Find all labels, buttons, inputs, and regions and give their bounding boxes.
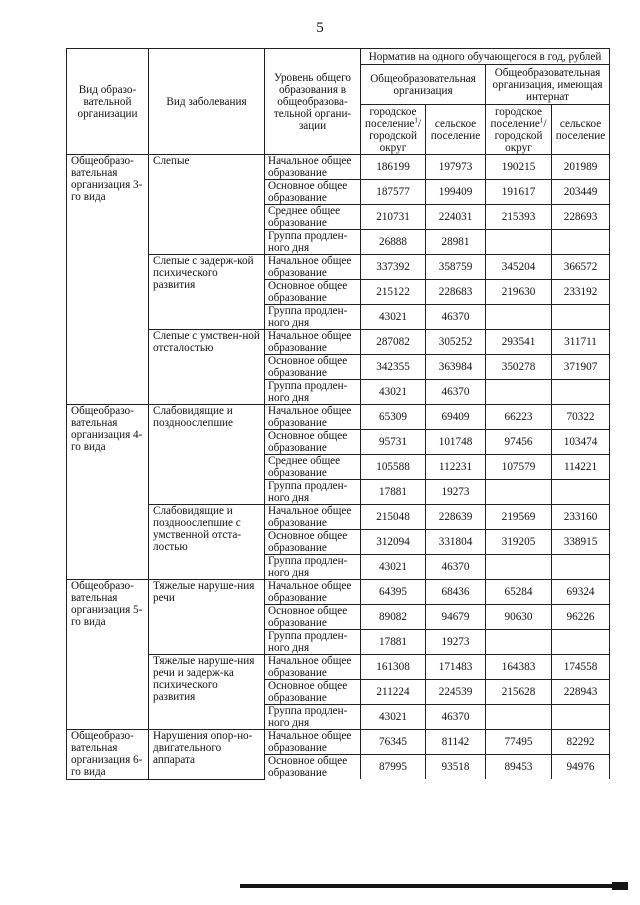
value-cell: 105588 xyxy=(361,455,426,480)
level-cell: Начальное общее образование xyxy=(265,155,361,180)
table-row xyxy=(67,655,610,680)
urban-label: городское поселение xyxy=(490,105,542,130)
header-boarding-org: Общеобразовательная организация, имеющая интернат xyxy=(486,65,610,105)
value-cell xyxy=(552,705,610,730)
value-cell: 81142 xyxy=(426,730,486,755)
value-cell: 93518 xyxy=(426,755,486,780)
header-disease: Вид заболевания xyxy=(149,49,265,155)
footnote-mark: 1 xyxy=(414,115,418,124)
value-cell xyxy=(486,630,552,655)
header-urban-boarding xyxy=(486,105,552,155)
value-cell: 312094 xyxy=(361,530,426,555)
value-cell: 17881 xyxy=(361,480,426,505)
org-type-cell: Общеобразо-вательная организация 3-го вида xyxy=(67,155,149,405)
value-cell: 46370 xyxy=(426,380,486,405)
value-cell xyxy=(486,555,552,580)
table-row xyxy=(67,730,610,755)
level-cell: Начальное общее образование xyxy=(265,730,361,755)
scan-edge-mark xyxy=(612,882,628,890)
value-cell: 203449 xyxy=(552,180,610,205)
value-cell xyxy=(486,380,552,405)
level-cell: Начальное общее образование xyxy=(265,330,361,355)
value-cell: 46370 xyxy=(426,705,486,730)
value-cell: 210731 xyxy=(361,205,426,230)
header-general-org: Общеобразовательная организация xyxy=(361,65,486,105)
value-cell: 199409 xyxy=(426,180,486,205)
value-cell: 65284 xyxy=(486,580,552,605)
disease-cell: Слепые с умствен-ной отсталостью xyxy=(149,330,265,405)
level-cell: Группа продлен-ного дня xyxy=(265,555,361,580)
scan-edge-mark xyxy=(240,884,625,888)
value-cell: 319205 xyxy=(486,530,552,555)
value-cell: 233160 xyxy=(552,505,610,530)
level-cell: Среднее общее образование xyxy=(265,455,361,480)
value-cell: 65309 xyxy=(361,405,426,430)
disease-cell: Слепые xyxy=(149,155,265,255)
value-cell: 89082 xyxy=(361,605,426,630)
level-cell: Группа продлен-ного дня xyxy=(265,305,361,330)
table-row xyxy=(67,155,610,180)
value-cell: 112231 xyxy=(426,455,486,480)
level-cell: Начальное общее образование xyxy=(265,580,361,605)
header-urban-general xyxy=(361,105,426,155)
level-cell: Группа продлен-ного дня xyxy=(265,705,361,730)
level-cell: Начальное общее образование xyxy=(265,255,361,280)
level-cell: Группа продлен-ного дня xyxy=(265,230,361,255)
value-cell: 103474 xyxy=(552,430,610,455)
urban-okrug-label: / городской округ xyxy=(494,117,547,154)
disease-cell: Тяжелые наруше-ния речи и задерж-ка психического развития xyxy=(149,655,265,730)
value-cell: 64395 xyxy=(361,580,426,605)
value-cell: 358759 xyxy=(426,255,486,280)
value-cell: 228693 xyxy=(552,205,610,230)
level-cell: Группа продлен-ного дня xyxy=(265,480,361,505)
value-cell: 187577 xyxy=(361,180,426,205)
value-cell: 201989 xyxy=(552,155,610,180)
value-cell: 17881 xyxy=(361,630,426,655)
value-cell: 311711 xyxy=(552,330,610,355)
value-cell: 43021 xyxy=(361,555,426,580)
value-cell: 345204 xyxy=(486,255,552,280)
value-cell xyxy=(552,230,610,255)
value-cell: 43021 xyxy=(361,380,426,405)
value-cell xyxy=(552,555,610,580)
level-cell: Начальное общее образование xyxy=(265,655,361,680)
value-cell: 46370 xyxy=(426,555,486,580)
value-cell: 107579 xyxy=(486,455,552,480)
value-cell: 287082 xyxy=(361,330,426,355)
value-cell: 19273 xyxy=(426,630,486,655)
header-rural-boarding: сельское поселение xyxy=(552,105,610,155)
value-cell: 96226 xyxy=(552,605,610,630)
value-cell xyxy=(552,480,610,505)
table-body xyxy=(67,155,610,780)
value-cell: 19273 xyxy=(426,480,486,505)
value-cell: 215048 xyxy=(361,505,426,530)
page-number: 5 xyxy=(316,20,324,36)
level-cell: Среднее общее образование xyxy=(265,205,361,230)
value-cell: 114221 xyxy=(552,455,610,480)
value-cell: 95731 xyxy=(361,430,426,455)
value-cell xyxy=(552,630,610,655)
value-cell: 338915 xyxy=(552,530,610,555)
value-cell: 293541 xyxy=(486,330,552,355)
level-cell: Группа продлен-ного дня xyxy=(265,630,361,655)
org-type-cell: Общеобразо-вательная организация 6-го вида xyxy=(67,730,149,780)
value-cell: 28981 xyxy=(426,230,486,255)
value-cell: 233192 xyxy=(552,280,610,305)
table-row xyxy=(67,330,610,355)
value-cell: 224031 xyxy=(426,205,486,230)
value-cell: 190215 xyxy=(486,155,552,180)
value-cell: 371907 xyxy=(552,355,610,380)
value-cell: 197973 xyxy=(426,155,486,180)
value-cell: 215628 xyxy=(486,680,552,705)
value-cell: 26888 xyxy=(361,230,426,255)
org-type-cell: Общеобразо-вательная организация 4-го вида xyxy=(67,405,149,580)
value-cell: 94976 xyxy=(552,755,610,780)
value-cell: 305252 xyxy=(426,330,486,355)
disease-cell: Тяжелые наруше-ния речи xyxy=(149,580,265,655)
value-cell: 186199 xyxy=(361,155,426,180)
value-cell: 350278 xyxy=(486,355,552,380)
value-cell: 66223 xyxy=(486,405,552,430)
value-cell: 363984 xyxy=(426,355,486,380)
value-cell: 87995 xyxy=(361,755,426,780)
header-norm: Норматив на одного обучающегося в год, рублей xyxy=(361,49,610,65)
table-header xyxy=(67,49,610,155)
header-org-type: Вид образо-вательной организации xyxy=(67,49,149,155)
disease-cell: Нарушения опор-но-двигательного аппарата xyxy=(149,730,265,780)
value-cell: 77495 xyxy=(486,730,552,755)
level-cell: Основное общее образование xyxy=(265,280,361,305)
level-cell: Основное общее образование xyxy=(265,680,361,705)
value-cell: 211224 xyxy=(361,680,426,705)
level-cell: Основное общее образование xyxy=(265,530,361,555)
level-cell: Основное общее образование xyxy=(265,605,361,630)
table-row xyxy=(67,580,610,605)
value-cell: 224539 xyxy=(426,680,486,705)
value-cell: 89453 xyxy=(486,755,552,780)
value-cell: 191617 xyxy=(486,180,552,205)
disease-cell: Слабовидящие и поздноослепшие с умственной отста-лостью xyxy=(149,505,265,580)
org-type-cell: Общеобразо-вательная организация 5-го вида xyxy=(67,580,149,730)
value-cell: 219630 xyxy=(486,280,552,305)
value-cell: 46370 xyxy=(426,305,486,330)
level-cell: Группа продлен-ного дня xyxy=(265,380,361,405)
level-cell: Основное общее образование xyxy=(265,430,361,455)
value-cell: 97456 xyxy=(486,430,552,455)
value-cell: 228943 xyxy=(552,680,610,705)
value-cell: 331804 xyxy=(426,530,486,555)
level-cell: Начальное общее образование xyxy=(265,405,361,430)
value-cell: 90630 xyxy=(486,605,552,630)
value-cell xyxy=(486,705,552,730)
disease-cell: Слепые с задерж-кой психического развития xyxy=(149,255,265,330)
header-level: Уровень общего образования в общеобразова-тельной органи-зации xyxy=(265,49,361,155)
value-cell: 228683 xyxy=(426,280,486,305)
value-cell xyxy=(552,305,610,330)
value-cell: 228639 xyxy=(426,505,486,530)
value-cell: 76345 xyxy=(361,730,426,755)
value-cell: 101748 xyxy=(426,430,486,455)
value-cell: 94679 xyxy=(426,605,486,630)
value-cell xyxy=(486,230,552,255)
level-cell: Основное общее образование xyxy=(265,180,361,205)
value-cell xyxy=(486,305,552,330)
norms-table xyxy=(66,48,610,780)
value-cell: 161308 xyxy=(361,655,426,680)
value-cell: 69324 xyxy=(552,580,610,605)
value-cell: 174558 xyxy=(552,655,610,680)
table-row xyxy=(67,505,610,530)
table-row xyxy=(67,255,610,280)
level-cell: Основное общее образование xyxy=(265,755,361,780)
value-cell: 82292 xyxy=(552,730,610,755)
table-row xyxy=(67,405,610,430)
header-rural-general: сельское поселение xyxy=(426,105,486,155)
value-cell: 68436 xyxy=(426,580,486,605)
value-cell: 215122 xyxy=(361,280,426,305)
level-cell: Начальное общее образование xyxy=(265,505,361,530)
value-cell: 366572 xyxy=(552,255,610,280)
value-cell xyxy=(552,380,610,405)
value-cell: 219569 xyxy=(486,505,552,530)
value-cell: 342355 xyxy=(361,355,426,380)
urban-okrug-label: / городской округ xyxy=(369,117,422,154)
level-cell: Основное общее образование xyxy=(265,355,361,380)
value-cell: 69409 xyxy=(426,405,486,430)
value-cell: 171483 xyxy=(426,655,486,680)
value-cell: 337392 xyxy=(361,255,426,280)
footnote-mark: 1 xyxy=(539,115,544,124)
value-cell xyxy=(486,480,552,505)
value-cell: 43021 xyxy=(361,705,426,730)
urban-label: городское поселение xyxy=(364,105,417,130)
value-cell: 70322 xyxy=(552,405,610,430)
disease-cell: Слабовидящие и поздноослепшие xyxy=(149,405,265,505)
value-cell: 43021 xyxy=(361,305,426,330)
value-cell: 215393 xyxy=(486,205,552,230)
value-cell: 164383 xyxy=(486,655,552,680)
